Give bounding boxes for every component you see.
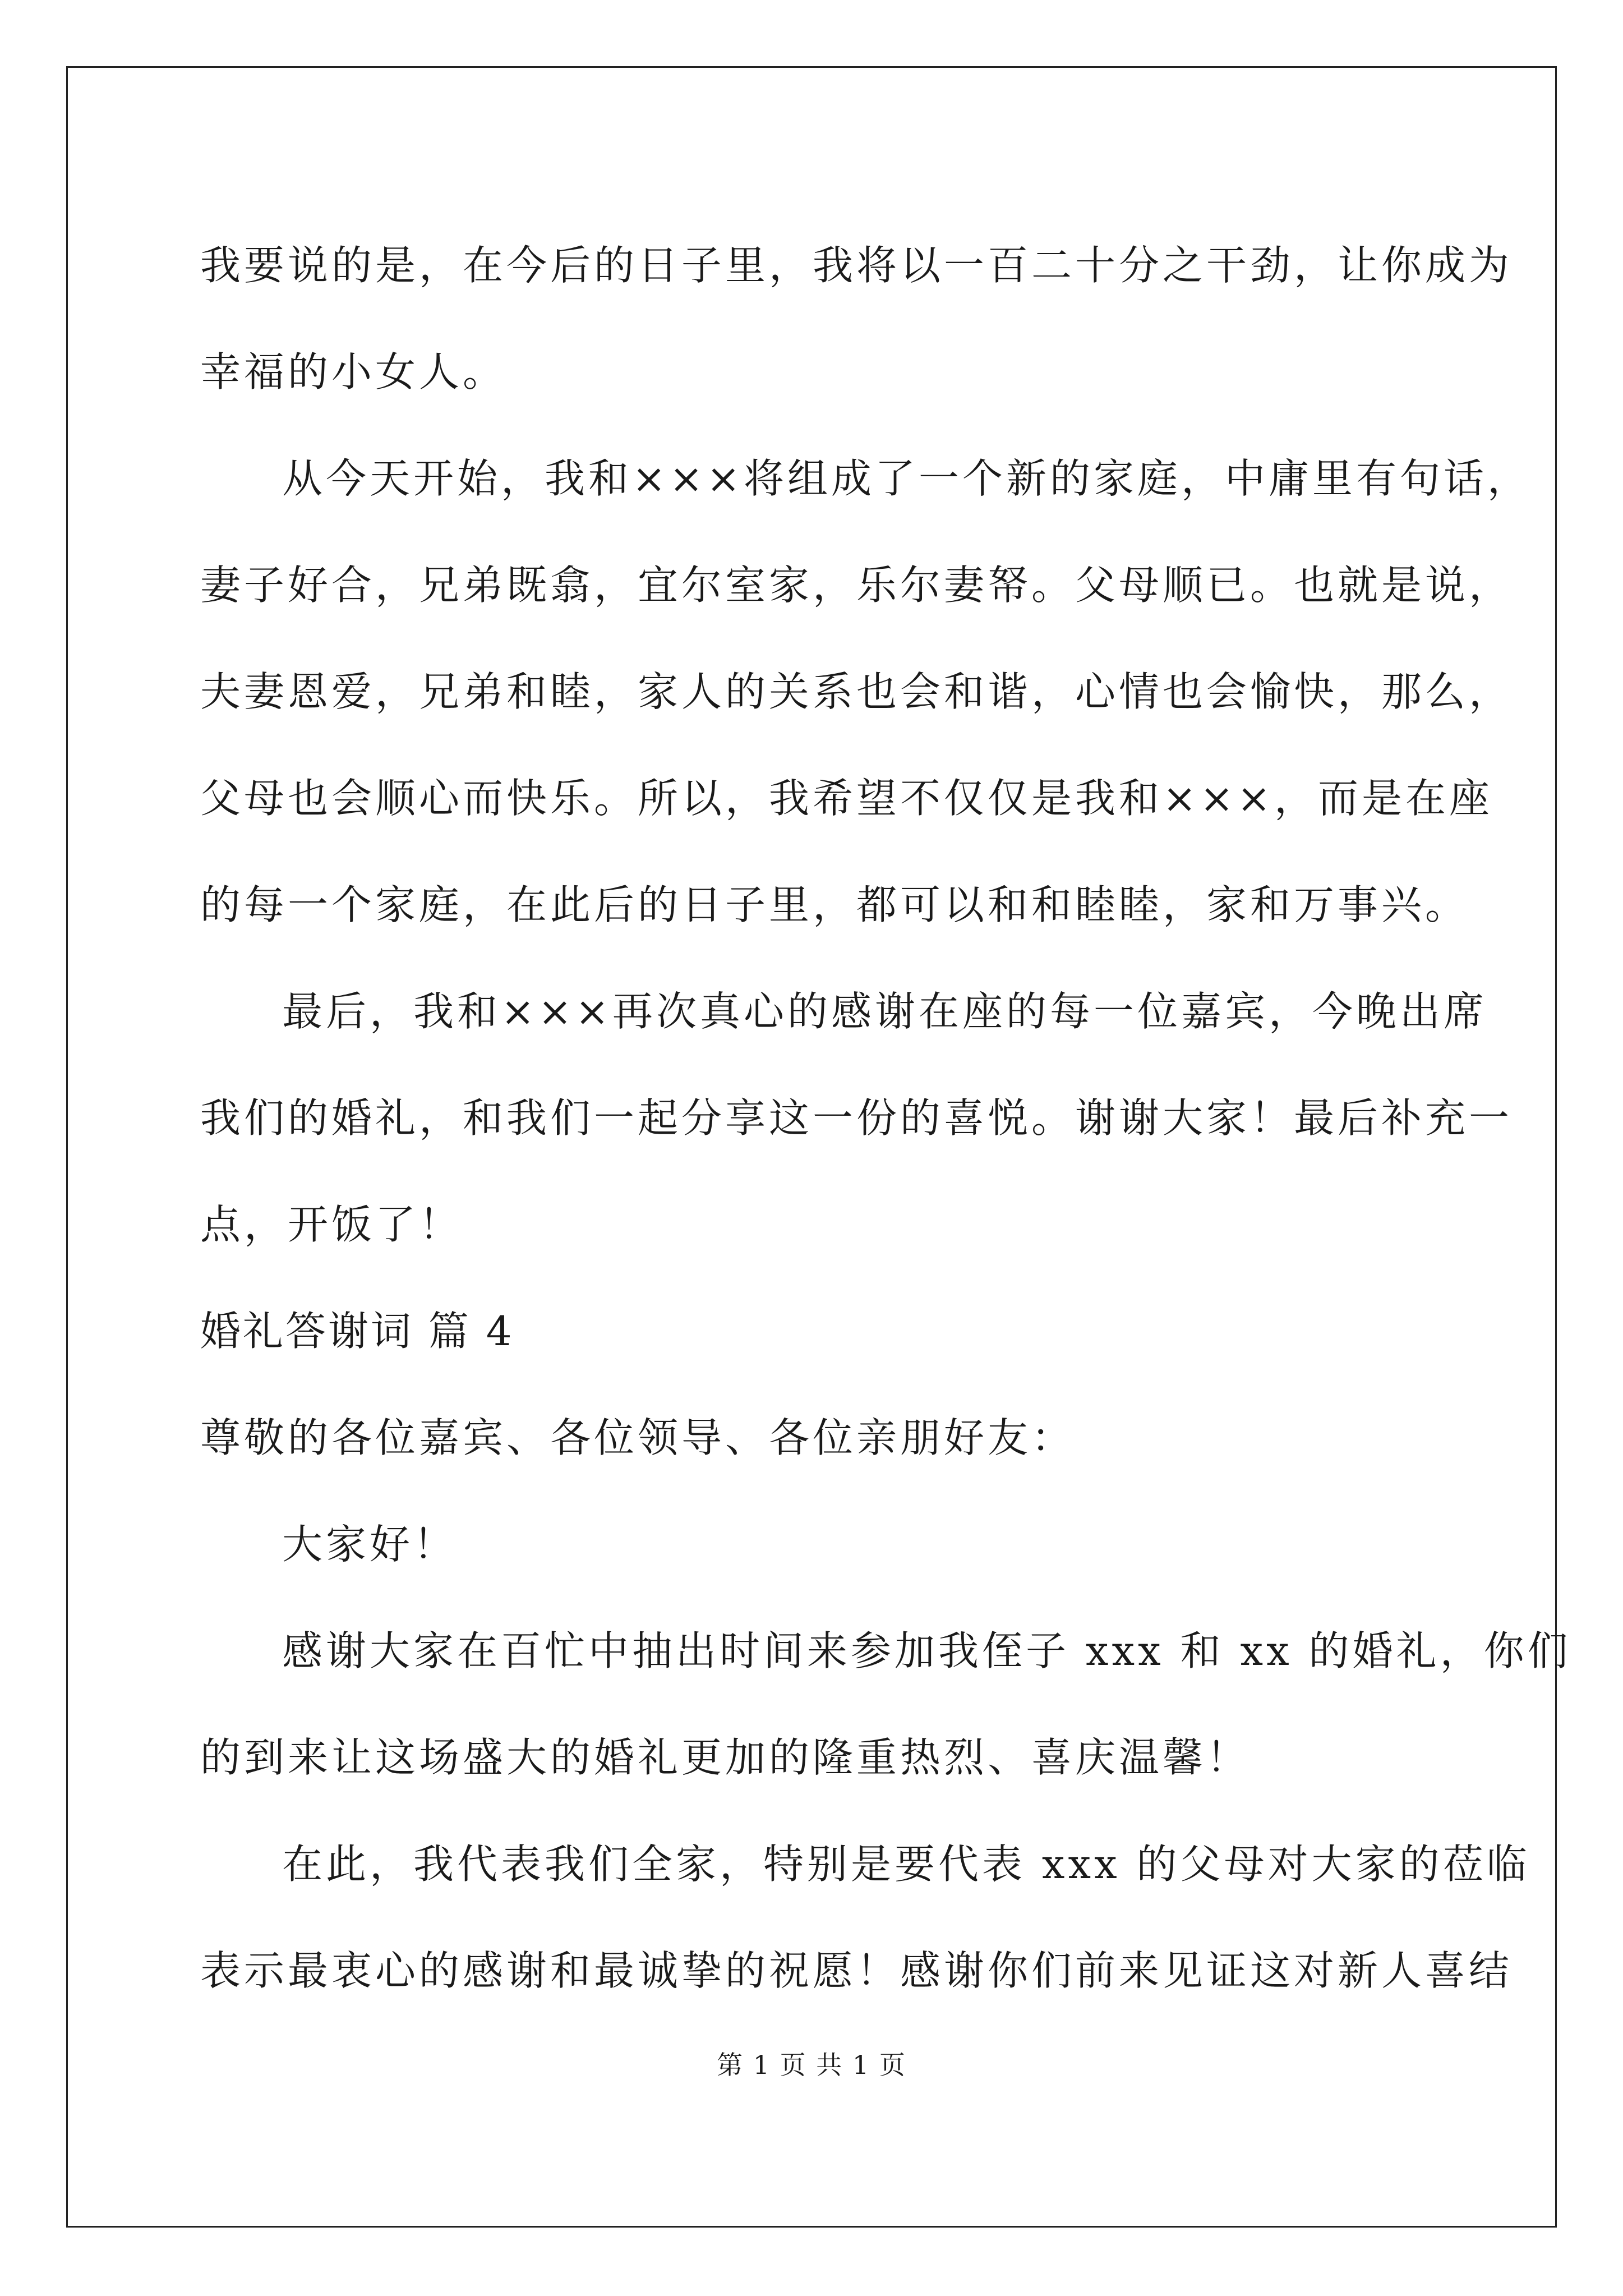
section-heading: 婚礼答谢词 篇 4	[200, 1308, 514, 1355]
text-line: 表示最衷心的感谢和最诚挚的祝愿！感谢你们前来见证这对新人喜结	[200, 1947, 1513, 1994]
text-line: 的到来让这场盛大的婚礼更加的隆重热烈、喜庆温馨！	[200, 1734, 1251, 1781]
text-line: 父母也会顺心而快乐。所以，我希望不仅仅是我和×××，而是在座	[200, 775, 1493, 822]
document-body	[200, 212, 1571, 2024]
text-line: 的每一个家庭，在此后的日子里，都可以和和睦睦，家和万事兴。	[200, 881, 1469, 928]
text-line: 点，开饭了！	[200, 1201, 463, 1248]
salutation-line: 尊敬的各位嘉宾、各位领导、各位亲朋好友：	[200, 1414, 1076, 1461]
text-line: 在此，我代表我们全家，特别是要代表 xxx 的父母对大家的莅临	[282, 1841, 1530, 1888]
text-line: 幸福的小女人。	[200, 348, 507, 395]
text-line: 妻子好合，兄弟既翕，宜尔室家，乐尔妻帑。父母顺已。也就是说，	[200, 562, 1513, 609]
greeting-line: 大家好！	[282, 1521, 458, 1568]
page-number-footer: 第 1 页 共 1 页	[717, 2050, 906, 2080]
text-line: 感谢大家在百忙中抽出时间来参加我侄子 xxx 和 xx 的婚礼，你们	[282, 1627, 1571, 1674]
text-line: 我要说的是，在今后的日子里，我将以一百二十分之干劲，让你成为	[200, 242, 1513, 289]
text-line: 最后，我和×××再次真心的感谢在座的每一位嘉宾，今晚出席	[282, 988, 1487, 1035]
text-line: 我们的婚礼，和我们一起分享这一份的喜悦。谢谢大家！最后补充一	[200, 1094, 1513, 1142]
text-line: 从今天开始，我和×××将组成了一个新的家庭，中庸里有句话，	[282, 455, 1531, 502]
text-line: 夫妻恩爱，兄弟和睦，家人的关系也会和谐，心情也会愉快，那么，	[200, 668, 1513, 715]
